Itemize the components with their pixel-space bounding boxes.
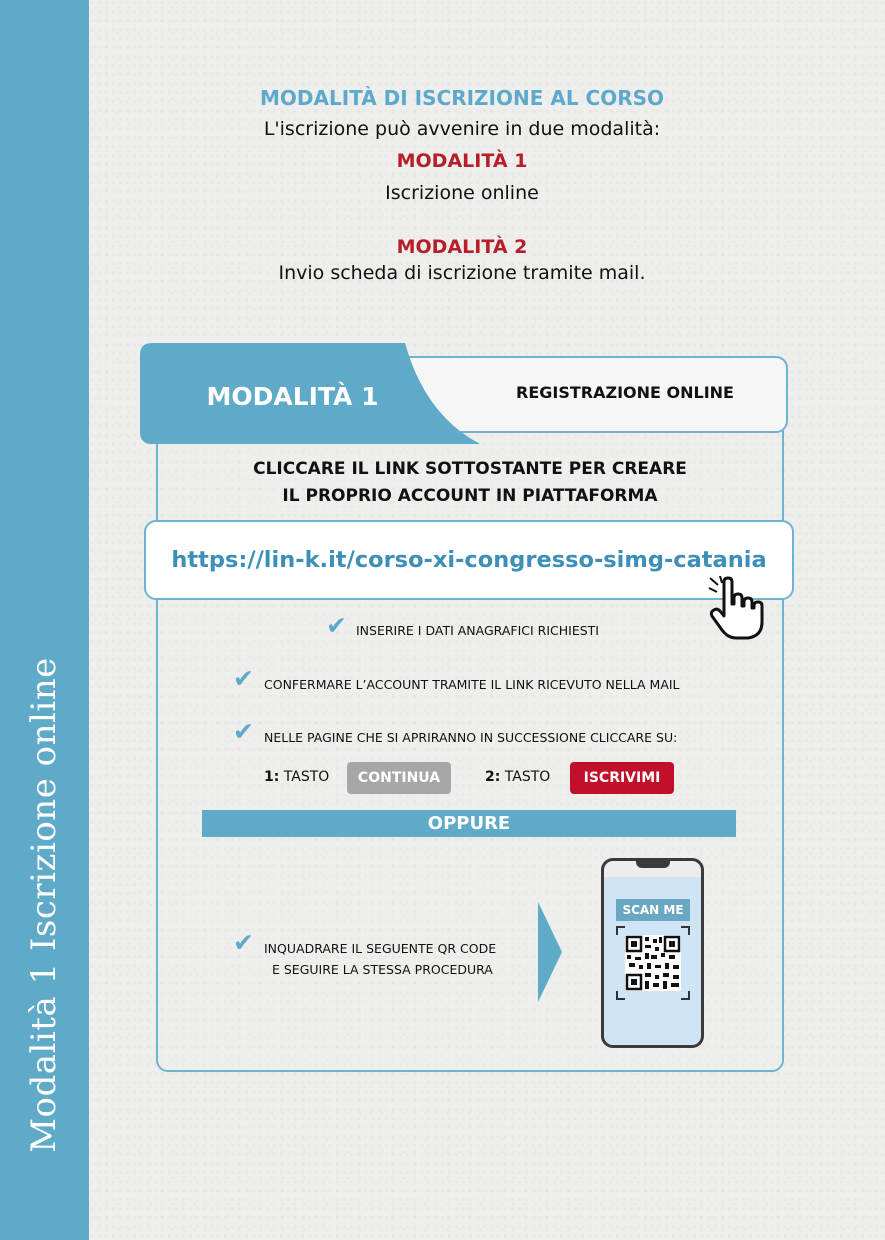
tasto-2-number: 2:: [485, 769, 501, 785]
sidebar: [0, 0, 89, 1240]
qr-instruction-1: INQUADRARE IL SEGUENTE QR CODE: [264, 941, 497, 956]
hand-pointer-icon: [706, 576, 772, 642]
mode1-description: Iscrizione online: [385, 182, 539, 204]
sidebar-title: Modalità 1 Iscrizione online: [24, 657, 64, 1153]
instruction-line-2: IL PROPRIO ACCOUNT IN PIATTAFORMA: [282, 486, 658, 506]
page-heading: MODALITÀ DI ISCRIZIONE AL CORSO: [259, 86, 665, 110]
qr-instruction-2: E SEGUIRE LA STESSA PROCEDURA: [272, 962, 493, 977]
iscrivimi-button[interactable]: ISCRIVIMI: [570, 762, 674, 794]
check-icon: ✔: [326, 611, 347, 640]
scan-me-label: SCAN ME: [616, 899, 690, 921]
mode2-description: Invio scheda di iscrizione tramite mail.: [278, 262, 646, 284]
qr-code-icon[interactable]: [615, 925, 691, 1001]
registration-link[interactable]: https://lin-k.it/corso-xi-congresso-simg-catania: [144, 520, 794, 600]
mode1-label: MODALITÀ 1: [396, 150, 528, 172]
check-icon: ✔: [233, 664, 254, 693]
oppure-divider: OPPURE: [202, 810, 736, 837]
panel-header-title: REGISTRAZIONE ONLINE: [516, 383, 734, 402]
step-2: CONFERMARE L’ACCOUNT TRAMITE IL LINK RICEVUTO NELLA MAIL: [264, 677, 680, 692]
arrow-right-icon: [536, 902, 564, 1002]
mode2-label: MODALITÀ 2: [396, 236, 528, 258]
tasto-1-number: 1:: [264, 769, 280, 785]
panel-tab-label: MODALITÀ 1: [206, 381, 379, 411]
step-3: NELLE PAGINE CHE SI APRIRANNO IN SUCCESSIONE CLICCARE SU:: [264, 730, 678, 745]
tasto-2-word: TASTO: [504, 769, 551, 785]
tasto-2-label: [485, 769, 550, 785]
check-icon: ✔: [233, 717, 254, 746]
step-1: INSERIRE I DATI ANAGRAFICI RICHIESTI: [356, 623, 599, 638]
instruction-line-1: CLICCARE IL LINK SOTTOSTANTE PER CREARE: [253, 459, 687, 479]
tasto-1-word: TASTO: [283, 769, 330, 785]
phone-notch: [636, 861, 670, 868]
phone-icon: [601, 858, 704, 1048]
continua-button[interactable]: CONTINUA: [347, 762, 451, 794]
tasto-1-label: [264, 769, 329, 785]
check-icon: ✔: [233, 928, 254, 957]
page-subtitle: L'iscrizione può avvenire in due modalità:: [263, 118, 661, 140]
